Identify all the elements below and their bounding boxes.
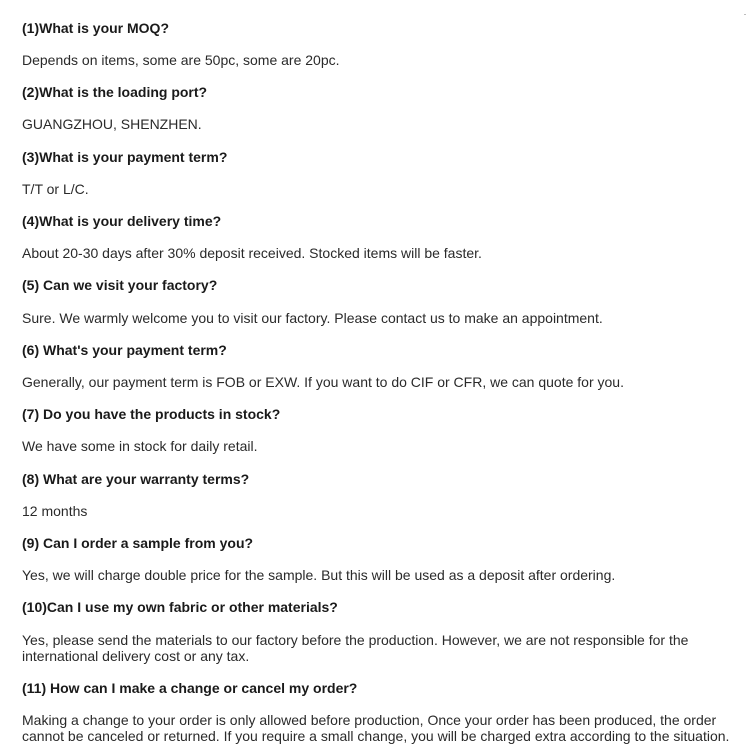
faq-answer-6: Generally, our payment term is FOB or EXW. If you want to do CIF or CFR, we can quote for you. xyxy=(22,374,624,390)
faq-question-5: (5) Can we visit your factory? xyxy=(22,277,218,293)
faq-question-11: (11) How can I make a change or cancel my order? xyxy=(22,680,358,696)
faq-answer-3: T/T or L/C. xyxy=(22,181,89,197)
faq-question-1: (1)What is your MOQ? xyxy=(22,20,169,36)
faq-question-3: (3)What is your payment term? xyxy=(22,149,228,165)
faq-question-8: (8) What are your warranty terms? xyxy=(22,471,250,487)
faq-answer-2: GUANGZHOU, SHENZHEN. xyxy=(22,116,202,132)
faq-answer-4: About 20-30 days after 30% deposit received. Stocked items will be faster. xyxy=(22,245,482,261)
faq-question-2: (2)What is the loading port? xyxy=(22,84,208,100)
faq-answer-1: Depends on items, some are 50pc, some are 20pc. xyxy=(22,52,340,68)
faq-answer-8: 12 months xyxy=(22,503,88,519)
faq-question-4: (4)What is your delivery time? xyxy=(22,213,222,229)
faq-answer-7: We have some in stock for daily retail. xyxy=(22,438,258,454)
faq-answer-5: Sure. We warmly welcome you to visit our factory. Please contact us to make an appointment. xyxy=(22,310,603,326)
faq-question-9: (9) Can I order a sample from you? xyxy=(22,535,254,551)
faq-question-6: (6) What's your payment term? xyxy=(22,342,227,358)
faq-answer-10: Yes, please send the materials to our factory before the production. However, we are not responsible for the international delivery cost or any tax. xyxy=(22,632,689,664)
faq-answer-11: Making a change to your order is only allowed before production, Once your order has been produced, the order cannot be canceled or returned. If you require a small change, you will be charged extra according to the situation. xyxy=(22,712,730,744)
faq-question-10: (10)Can I use my own fabric or other materials? xyxy=(22,599,338,615)
corner-mark xyxy=(744,14,746,15)
faq-answer-9: Yes, we will charge double price for the sample. But this will be used as a deposit after ordering. xyxy=(22,567,616,583)
faq-question-7: (7) Do you have the products in stock? xyxy=(22,406,281,422)
